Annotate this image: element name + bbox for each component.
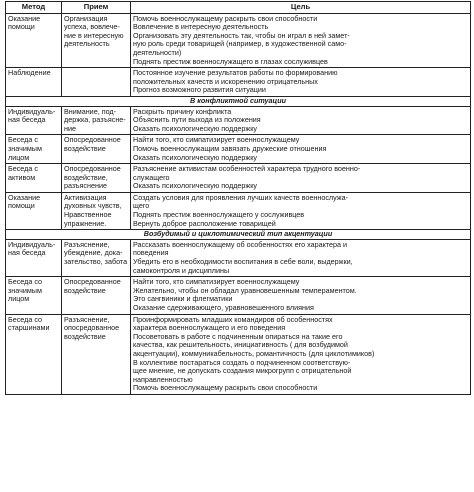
- goal-cell-line: Помочь военнослужащим завязать дружеские отношения: [133, 143, 327, 153]
- method-cell-line: Индивидуаль-: [8, 106, 56, 116]
- technique-cell: [62, 192, 131, 229]
- technique-cell-line: зательство, забота: [64, 257, 128, 267]
- method-cell-line: Беседа с: [8, 164, 38, 174]
- goal-cell-line: щего: [133, 201, 150, 211]
- goal-cell-line: Организовать эту деятельность так, чтобы он играл в ней замет-: [133, 30, 350, 40]
- section-header-row: [6, 230, 471, 240]
- method-cell: [6, 13, 62, 68]
- technique-cell: [62, 239, 131, 276]
- technique-cell-line: воздействие: [64, 285, 106, 295]
- method-cell-line: Беседа со: [8, 314, 43, 324]
- method-cell-line: Оказание: [8, 192, 41, 202]
- technique-cell-line: Активизация: [64, 192, 107, 202]
- section-title: В конфликтной ситуации: [6, 96, 471, 106]
- goal-cell-line: Объяснить пути выхода из положения: [133, 115, 261, 125]
- technique-cell: [62, 277, 131, 314]
- table-row: [6, 68, 471, 97]
- method-cell-line: Беседа со: [8, 277, 43, 287]
- goal-cell-line: поведения: [133, 248, 169, 258]
- table-row: [6, 314, 471, 394]
- method-cell-line: Беседа с: [8, 135, 38, 145]
- goal-cell-line: Убедить его в необходимости воспитания в себе воли, выдержки,: [133, 257, 353, 267]
- technique-cell-line: Внимание, под-: [64, 106, 117, 116]
- method-cell: [6, 135, 62, 164]
- table-row: [6, 164, 471, 193]
- goal-cell-line: деятельности): [133, 47, 182, 57]
- section-title: Возбудимый и циклотимический тип акцентуации: [6, 230, 471, 240]
- header-technique: Прием: [62, 2, 131, 14]
- technique-cell-line: духовных чувств,: [64, 201, 122, 211]
- goal-cell-line: характера военнослужащего и его поведения: [133, 323, 286, 333]
- technique-cell-line: успеха, вовлече-: [64, 22, 120, 32]
- method-cell-line: значимым: [8, 285, 42, 295]
- header-goal: Цель: [131, 2, 471, 14]
- technique-cell: [62, 13, 131, 68]
- technique-cell-line: опосредованное: [64, 323, 120, 333]
- method-cell-line: Оказание: [8, 13, 41, 23]
- goal-cell-line: Вернуть доброе расположение товарищей: [133, 218, 276, 228]
- technique-cell: [62, 106, 131, 135]
- method-cell-line: ная беседа: [8, 248, 46, 258]
- goal-cell-line: Оказать психологическую поддержку: [133, 152, 258, 162]
- method-cell-line: Наблюдение: [8, 68, 51, 78]
- method-cell: [6, 239, 62, 276]
- method-cell-line: Индивидуаль-: [8, 239, 56, 249]
- method-cell-line: лицом: [8, 294, 30, 304]
- method-cell: [6, 68, 62, 97]
- technique-cell-line: Опосредованное: [64, 277, 121, 287]
- goal-cell-line: Найти того, кто симпатизирует военнослужащему: [133, 135, 300, 145]
- goal-cell: [131, 164, 471, 193]
- technique-cell: [62, 314, 131, 394]
- goal-cell-line: Оказание сдерживающего, уравновешенного влияния: [133, 303, 314, 312]
- technique-cell-line: деятельность: [64, 39, 110, 49]
- method-cell: [6, 106, 62, 135]
- method-cell-line: помощи: [8, 22, 35, 32]
- document-page: [5, 1, 470, 395]
- method-cell: [6, 314, 62, 394]
- table-body: [6, 13, 471, 394]
- goal-cell-line: Поднять престиж военнослужащего в глазах сослуживцев: [133, 56, 328, 66]
- goal-cell: [131, 314, 471, 394]
- technique-cell: [62, 135, 131, 164]
- goal-cell-line: Найти того, кто симпатизирует военнослужащему: [133, 277, 300, 287]
- goal-cell-line: Проинформировать младших командиров об особенностях: [133, 314, 333, 324]
- method-cell-line: значимым: [8, 143, 42, 153]
- goal-cell-line: ную роль среди товарищей (например, в художественной само-: [133, 39, 347, 49]
- goal-cell-line: Постоянное изучение результатов работы по формированию: [133, 68, 338, 78]
- goal-cell-line: Оказать психологическую поддержку: [133, 181, 258, 191]
- goal-cell-line: щее мнение, не допускать создания микрогрупп с отрицательной: [133, 366, 352, 376]
- goal-cell: [131, 277, 471, 314]
- goal-cell-line: служащего: [133, 172, 170, 182]
- goal-cell-line: В коллективе постараться создать о подчиненном соответствую-: [133, 357, 351, 367]
- goal-cell-line: направленностью: [133, 374, 193, 384]
- goal-cell-line: положительных качеств и искоренению отрицательных: [133, 76, 318, 86]
- goal-cell-line: акцентуации), коммуникабельность, романтичность (для циклотимиков): [133, 348, 375, 358]
- method-cell: [6, 164, 62, 193]
- method-cell-line: ная беседа: [8, 115, 46, 125]
- table-row: [6, 13, 471, 68]
- technique-cell-line: воздействие: [64, 143, 106, 153]
- method-cell-line: активом: [8, 172, 36, 182]
- goal-cell-line: Помочь военнослужащему раскрыть свои способности: [133, 13, 318, 23]
- methods-table: [5, 1, 471, 395]
- technique-cell-line: ние в интересную: [64, 30, 124, 40]
- goal-cell-line: качества, как решительность, инициативность ( для возбудимой: [133, 340, 348, 350]
- table-row: [6, 192, 471, 229]
- table-row: [6, 106, 471, 135]
- goal-cell: [131, 13, 471, 68]
- header-method: Метод: [6, 2, 62, 14]
- technique-cell-line: держка, разъясне-: [64, 115, 126, 125]
- method-cell: [6, 277, 62, 314]
- goal-cell-line: самоконтроля и дисциплины: [133, 265, 230, 275]
- goal-cell-line: Прогноз возможного развития ситуации: [133, 85, 266, 95]
- technique-cell-line: воздействие,: [64, 172, 108, 182]
- technique-cell-line: Организация: [64, 13, 108, 23]
- goal-cell-line: Помочь военнослужащему раскрыть свои способности: [133, 383, 318, 393]
- technique-cell-line: воздействие: [64, 331, 106, 341]
- technique-cell-line: Опосредованное: [64, 164, 121, 174]
- goal-cell-line: Поднять престиж военнослужащего у сослуживцев: [133, 210, 305, 220]
- technique-cell-line: разъяснение: [64, 181, 107, 191]
- goal-cell: [131, 239, 471, 276]
- goal-cell-line: Рассказать военнослужащему об особенностях его характера и: [133, 239, 348, 249]
- goal-cell-line: Посоветовать в работе с подчиненным опираться на такие его: [133, 331, 343, 341]
- technique-cell-line: убеждение, дока-: [64, 248, 123, 258]
- goal-cell: [131, 106, 471, 135]
- goal-cell-line: Раскрыть причину конфликта: [133, 106, 232, 116]
- method-cell-line: старшинами: [8, 323, 50, 333]
- goal-cell-line: Вовлечение в интересную деятельность: [133, 22, 269, 32]
- goal-cell-line: Это сангвиники и флегматики: [133, 294, 233, 304]
- technique-cell: [62, 68, 131, 97]
- goal-cell: [131, 68, 471, 97]
- method-cell-line: лицом: [8, 152, 30, 162]
- technique-cell-line: упражнение.: [64, 218, 107, 228]
- method-cell: [6, 192, 62, 229]
- goal-cell-line: Разъяснение активистам особенностей характера трудного военно-: [133, 164, 361, 174]
- technique-cell-line: ние: [64, 123, 76, 133]
- goal-cell: [131, 135, 471, 164]
- goal-cell-line: Желательно, чтобы он обладал уравновешенным темпераментом.: [133, 285, 357, 295]
- technique-cell: [62, 164, 131, 193]
- table-row: [6, 239, 471, 276]
- technique-cell-line: Разъяснение,: [64, 239, 110, 249]
- table-header-row: [6, 2, 471, 14]
- method-cell-line: помощи: [8, 201, 35, 211]
- goal-cell-line: Оказать психологическую поддержку: [133, 123, 258, 133]
- technique-cell-line: Опосредованное: [64, 135, 121, 145]
- technique-cell-line: Нравственное: [64, 210, 112, 220]
- table-row: [6, 135, 471, 164]
- goal-cell: [131, 192, 471, 229]
- table-row: [6, 277, 471, 314]
- technique-cell-line: Разъяснение,: [64, 314, 110, 324]
- goal-cell-line: Создать условия для проявления лучших качеств военнослужа-: [133, 192, 349, 202]
- section-header-row: [6, 96, 471, 106]
